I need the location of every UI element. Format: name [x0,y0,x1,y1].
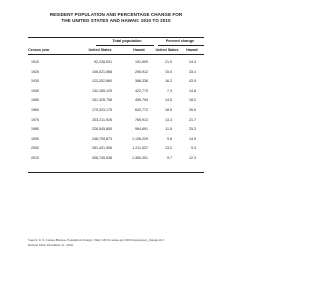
cell-us-population: 179,323,175 [92,108,112,112]
table-title [0,12,232,24]
cell-us-percent: 16.2 [165,79,172,84]
cell-hawaii-percent: 26.6 [189,108,196,112]
cell-hawaii-percent: 24.4 [189,60,196,64]
cell-census-year: 1960 [31,108,39,112]
cell-us-percent: 7.3 [167,88,172,93]
cell-census-year: 1910 [31,60,39,64]
cell-us-population: 281,421,906 [92,146,112,151]
cell-us-percent: 11.5 [165,127,172,132]
cell-hawaii-population: 632,772 [135,108,148,112]
cell-us-population: 106,021,568 [92,69,112,74]
cell-hawaii-population: 368,336 [135,79,148,84]
cell-hawaii-population: 964,691 [135,127,148,132]
source-line-1: Source: U.S. Census Bureau, Population Change <http://2010.census.gov/2010census/pop_change.xls> [28,238,165,242]
cell-census-year: 1940 [31,88,39,93]
cell-census-year: 1920 [31,69,39,74]
cell-hawaii-percent: 18.2 [189,98,196,103]
cell-hawaii-percent: 14.9 [189,136,196,141]
cell-us-population: 132,165,129 [92,88,112,93]
cell-hawaii-population: 255,912 [135,69,148,74]
cell-us-percent: 15.0 [165,69,172,74]
group-underline-total [96,45,154,46]
group-header-percent-change: Percent change [165,39,195,43]
col-head-census-year: Census year [28,48,50,52]
cell-hawaii-population: 1,360,301 [132,156,148,160]
cell-us-population: 308,745,538 [92,156,112,160]
cell-hawaii-population: 1,211,537 [132,146,148,151]
col-head-us-percent: United States [155,48,179,52]
cell-census-year: 1990 [31,136,39,141]
cell-hawaii-percent: 25.3 [189,127,196,132]
cell-hawaii-percent: 9.3 [191,146,196,151]
cell-census-year: 1980 [31,127,39,132]
table-title-line-2: THE UNITED STATES AND HAWAII: 1910 TO 2010 [61,18,171,23]
group-underline-percent [158,45,204,46]
cell-us-percent: 13.2 [165,146,172,151]
table-title-line-1: RESIDENT POPULATION AND PERCENTAGE CHANGE FOR [49,12,183,17]
header-bottom-rule [28,54,204,55]
source-note [28,238,208,248]
cell-us-population: 123,202,660 [92,79,112,84]
cell-us-percent: 14.5 [165,98,172,103]
cell-hawaii-population: 191,909 [135,60,148,64]
cell-hawaii-percent: 14.8 [189,88,196,93]
col-head-hawaii-percent: Hawaii [186,48,198,52]
cell-hawaii-percent: 21.7 [189,117,196,122]
cell-hawaii-population: 422,770 [135,88,148,93]
cell-hawaii-percent: 43.9 [189,79,196,84]
cell-us-percent: 9.7 [167,156,172,160]
cell-hawaii-percent: 12.3 [189,156,196,160]
cell-hawaii-population: 769,913 [135,117,148,122]
cell-us-population: 203,211,926 [92,117,112,122]
cell-hawaii-percent: 33.4 [189,69,196,74]
cell-us-population: 151,325,798 [92,98,112,103]
cell-us-percent: 9.8 [167,136,172,141]
header-top-rule [28,37,204,38]
cell-census-year: 2000 [31,146,39,151]
cell-census-year: 1970 [31,117,39,122]
cell-census-year: 1930 [31,79,39,84]
col-head-us-population: United States [88,48,112,52]
col-head-hawaii-population: Hawaii [133,48,145,52]
cell-us-population: 248,709,873 [92,136,112,141]
cell-us-percent: 21.0 [165,60,172,64]
cell-us-percent: 18.5 [165,108,172,112]
cell-us-population: 92,228,531 [94,60,112,64]
cell-hawaii-population: 499,794 [135,98,148,103]
cell-census-year: 2010 [31,156,39,160]
cell-hawaii-population: 1,108,229 [132,136,148,141]
cell-us-population: 226,545,805 [92,127,112,132]
table-bottom-rule [28,172,204,173]
group-header-total-population: Total population [112,39,142,43]
cell-census-year: 1950 [31,98,39,103]
cell-us-percent: 13.3 [165,117,172,122]
source-line-2: Release Date: December 21, 2010. [28,243,74,247]
